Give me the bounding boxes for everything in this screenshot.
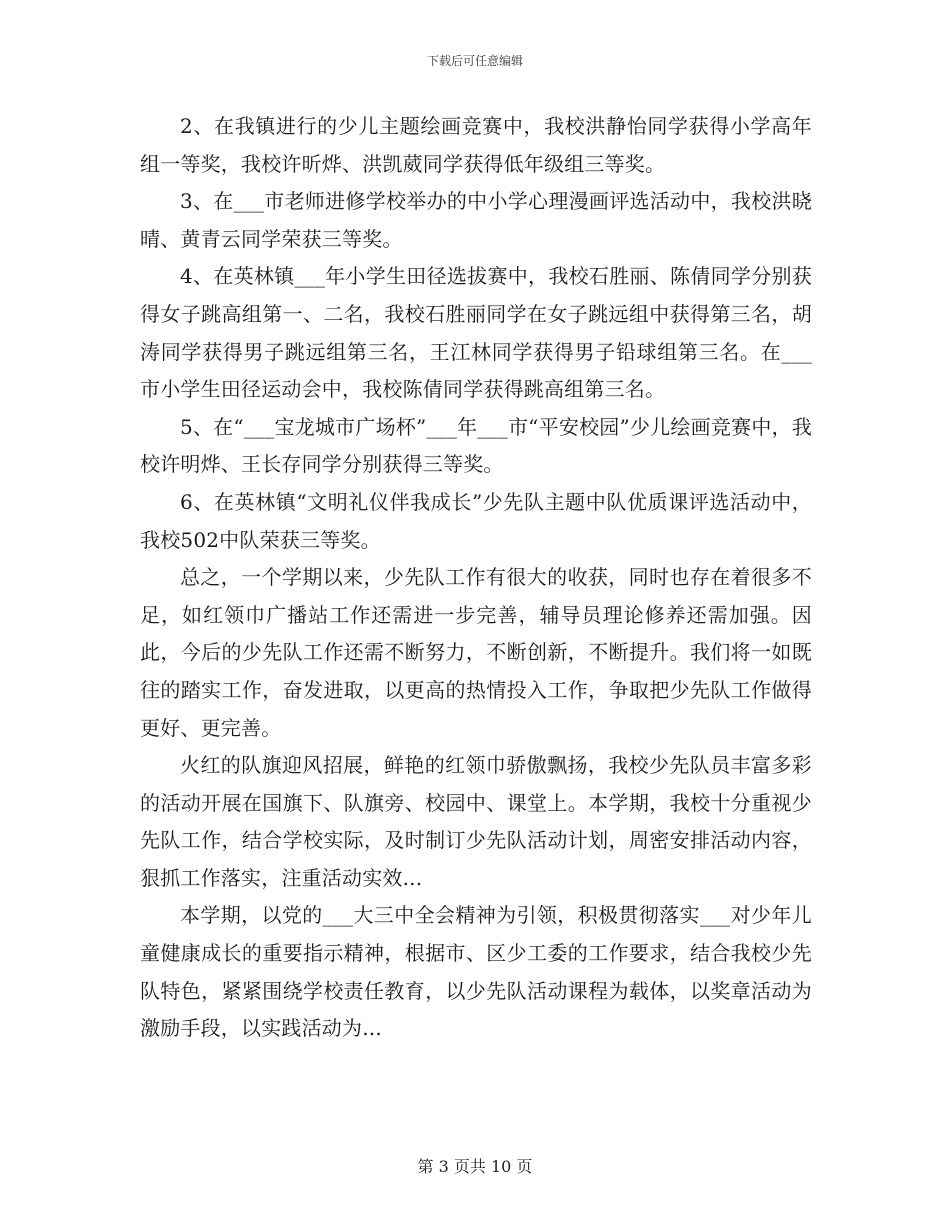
paragraph-7: 火红的队旗迎风招展，鲜艳的红领巾骄傲飘扬，我校少先队员丰富多彩的活动开展在国旗下、队旗旁、校园中、课堂上。本学期，我校十分重视少先队工作，结合学校实际，及时制订少先队活动计划，周密安排活动内容，狠抓工作落实，注重活动实效...: [140, 753, 812, 890]
paragraph-2: 3、在___市老师进修学校举办的中小学心理漫画评选活动中，我校洪晓晴、黄青云同学荣获三等奖。: [140, 189, 812, 251]
paragraph-3: 4、在英林镇___年小学生田径选拔赛中，我校石胜丽、陈倩同学分别获得女子跳高组第一、二名，我校石胜丽同学在女子跳远组中获得第三名，胡涛同学获得男子跳远组第三名，王江林同学获得男子铅球组第三名。在___市小学生田径运动会中，我校陈倩同学获得跳高组第三名。: [140, 264, 812, 402]
document-body: [140, 108, 812, 1048]
paragraph-5: 6、在英林镇“文明礼仪伴我成长”少先队主题中队优质课评选活动中，我校502中队荣获三等奖。: [140, 489, 812, 552]
page-number: 第 3 页共 10 页: [417, 1157, 533, 1176]
page-header: 下载后可任意编辑: [426, 54, 523, 68]
paragraph-4: 5、在“___宝龙城市广场杯”___年___市“平安校园”少儿绘画竞赛中，我校许明烨、王长存同学分别获得三等奖。: [140, 414, 812, 477]
paragraph-6: 总之，一个学期以来，少先队工作有很大的收获，同时也存在着很多不足，如红领巾广播站工作还需进一步完善，辅导员理论修养还需加强。因此，今后的少先队工作还需不断努力，不断创新，不断提升。我们将一如既往的踏实工作，奋发进取，以更高的热情投入工作，争取把少先队工作做得更好、更完善。: [140, 565, 812, 740]
paragraph-8: 本学期，以党的___大三中全会精神为引领，积极贯彻落实___对少年儿童健康成长的重要指示精神，根据市、区少工委的工作要求，结合我校少先队特色，紧紧围绕学校责任教育，以少先队活动课程为载体，以奖章活动为激励手段，以实践活动为...: [140, 903, 812, 1041]
paragraph-1: 2、在我镇进行的少儿主题绘画竞赛中，我校洪静怡同学获得小学高年组一等奖，我校许昕烨、洪凯葳同学获得低年级组三等奖。: [140, 114, 812, 176]
